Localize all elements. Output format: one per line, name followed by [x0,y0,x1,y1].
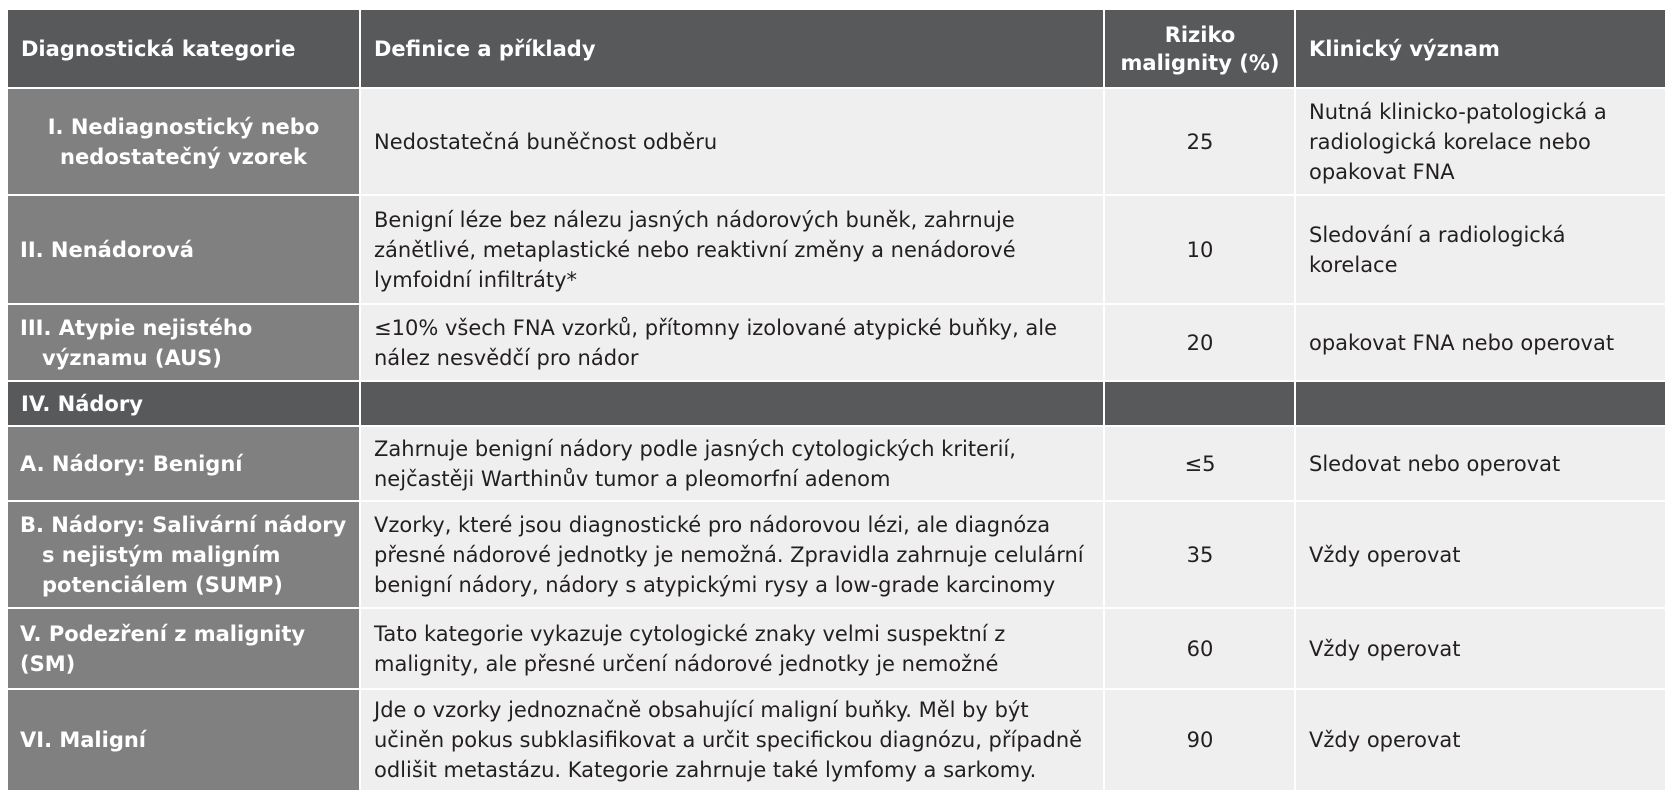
row-definition: ≤10% všech FNA vzorků, přítomny izolované atypické buňky, ale nález nesvědčí pro nádor [361,305,1105,380]
row-category: I. Nediagnostický nebo nedostatečný vzorek [8,89,361,194]
row-definition: Zahrnuje benigní nádory podle jasných cytologických kriterií, nejčastěji Warthinův tumor a pleomorfní adenom [361,427,1105,500]
diagnostic-category-table [8,10,1665,790]
row-risk: 10 [1105,196,1296,303]
row-category: B. Nádory: Salivární nádory s nejistým maligním potenciálem (SUMP) [8,502,361,607]
row-risk: ≤5 [1105,427,1296,500]
row-significance: opakovat FNA nebo operovat [1296,305,1665,380]
header-risk: Riziko malignity (%) [1105,10,1296,87]
row-category: III. Atypie nejistého významu (AUS) [8,305,361,380]
header-category: Diagnostická kategorie [8,10,361,87]
row-category: VI. Maligní [8,690,361,790]
row-category: V. Podezření z malignity (SM) [8,609,361,688]
row-risk: 60 [1105,609,1296,688]
row-significance: Vždy operovat [1296,609,1665,688]
row-definition: Benigní léze bez nálezu jasných nádorových buněk, zahrnuje zánětlivé, metaplastické nebo reaktivní změny a nenádorové lymfoidní infiltráty* [361,196,1105,303]
row-category: A. Nádory: Benigní [8,427,361,500]
row-definition: Tato kategorie vykazuje cytologické znaky velmi suspektní z malignity, ale přesné určení nádorové jednotky je nemožné [361,609,1105,688]
row-definition: Jde o vzorky jednoznačně obsahující maligní buňky. Měl by být učiněn pokus subklasifikovat a určit specifickou diagnózu, případně odlišit metastázu. Kategorie zahrnuje také lymfomy a sarkomy. [361,690,1105,790]
row-definition: Nedostatečná buněčnost odběru [361,89,1105,194]
row-risk: 20 [1105,305,1296,380]
section-risk [1105,382,1296,425]
section-definition [361,382,1105,425]
row-risk: 25 [1105,89,1296,194]
row-significance: Vždy operovat [1296,690,1665,790]
row-significance: Vždy operovat [1296,502,1665,607]
row-definition: Vzorky, které jsou diagnostické pro nádorovou lézi, ale diagnóza přesné nádorové jednotky je nemožná. Zpravidla zahrnuje celulární benigní nádory, nádory s atypickými rysy a low-grade karcinomy [361,502,1105,607]
header-significance: Klinický význam [1296,10,1665,87]
section-significance [1296,382,1665,425]
row-category: II. Nenádorová [8,196,361,303]
section-heading: IV. Nádory [8,382,361,425]
row-risk: 90 [1105,690,1296,790]
header-definition: Definice a příklady [361,10,1105,87]
row-significance: Sledovat nebo operovat [1296,427,1665,500]
row-risk: 35 [1105,502,1296,607]
row-significance: Nutná klinicko-patologická a radiologická korelace nebo opakovat FNA [1296,89,1665,194]
row-significance: Sledování a radiologická korelace [1296,196,1665,303]
